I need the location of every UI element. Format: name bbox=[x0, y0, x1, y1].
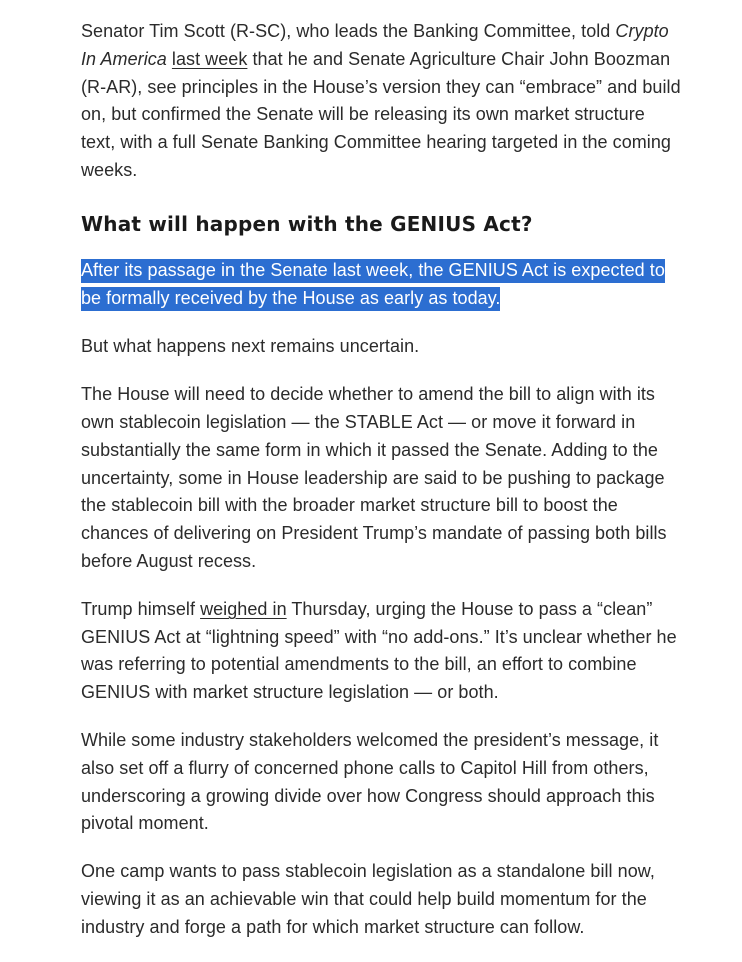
publication-name: Crypto In America bbox=[81, 21, 669, 69]
weighed-in-link[interactable]: weighed in bbox=[200, 598, 287, 619]
article-body bbox=[81, 18, 681, 962]
paragraph-text: Trump himself bbox=[81, 598, 201, 619]
paragraph-house-decision: The House will need to decide whether to amend the bill to align with its own stablecoin legislation — the STABLE Act — or move it forward in substantially the same form in which it passed the Senate. Adding to the uncertainty, some in House leadership are said to be pushing to package the stablecoin bill with the broader market structure bill to boost the chances of delivering on President Trump’s mandate of passing both bills before August recess. bbox=[81, 384, 667, 571]
paragraph-uncertain: But what happens next remains uncertain. bbox=[81, 336, 420, 357]
section-heading: What will happen with the GENIUS Act? bbox=[81, 211, 533, 236]
paragraph-highlighted[interactable] bbox=[81, 257, 681, 313]
paragraph-text: Senator Tim Scott (R-SC), who leads the Banking Committee, told bbox=[81, 21, 616, 41]
selected-text[interactable]: After its passage in the Senate last week, the GENIUS Act is expected to be formally received by the House as early as today. bbox=[81, 259, 665, 311]
paragraph-senator-scott bbox=[81, 18, 681, 185]
paragraph-text: that he and Senate Agriculture Chair John Boozman (R-AR), see principles in the House’s version they can “embrace” and build on, but confirmed the Senate will be releasing its own market structure text, with a full Senate Banking Committee hearing targeted in the coming weeks. bbox=[81, 48, 681, 180]
paragraph-stakeholders: While some industry stakeholders welcomed the president’s message, it also set off a flurry of concerned phone calls to Capitol Hill from others, underscoring a growing divide over how Congress should approach this pivotal moment. bbox=[81, 729, 659, 834]
paragraph-text: Thursday, urging the House to pass a “clean” GENIUS Act at “lightning speed” with “no add-ons.” It’s unclear whether he was referring to potential amendments to the bill, an effort to combine GENIUS with market structure legislation — or both. bbox=[81, 598, 677, 703]
last-week-link[interactable]: last week bbox=[171, 48, 248, 69]
paragraph-standalone: One camp wants to pass stablecoin legislation as a standalone bill now, viewing it as an achievable win that could help build momentum for the industry and forge a path for which market structure can follow. bbox=[81, 861, 655, 937]
paragraph-trump bbox=[81, 596, 681, 707]
